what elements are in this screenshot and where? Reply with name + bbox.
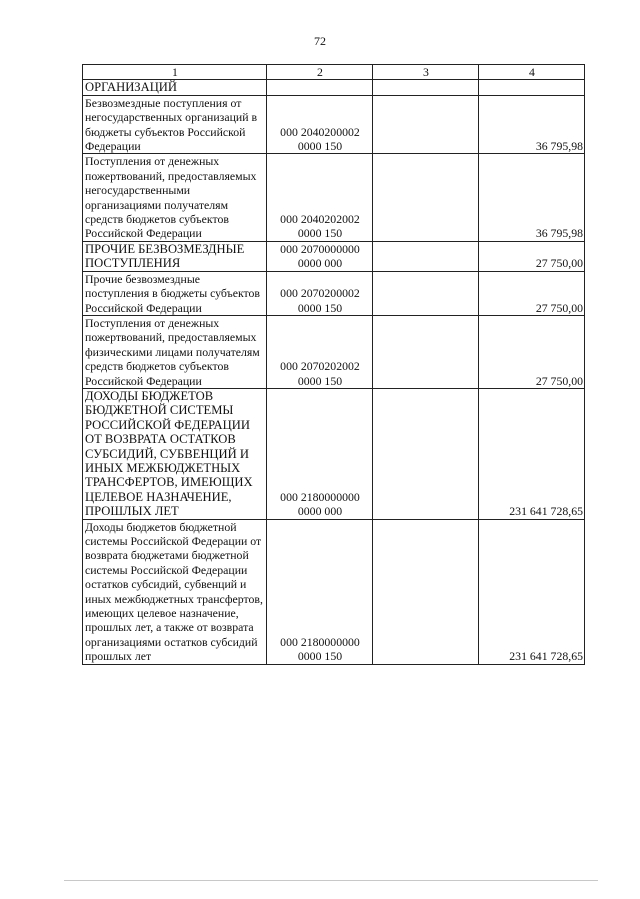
row-code-cell: 000 2070200002 0000 150 <box>267 271 373 315</box>
column-header: 2 <box>267 65 373 80</box>
row-sum-cell: 27 750,00 <box>479 315 585 388</box>
row-code-cell: 000 2040202002 0000 150 <box>267 154 373 241</box>
table-row <box>83 388 585 519</box>
table-row <box>83 95 585 154</box>
row-col3-cell <box>373 95 479 154</box>
row-col3-cell <box>373 519 479 664</box>
column-header: 3 <box>373 65 479 80</box>
row-sum-cell: 27 750,00 <box>479 241 585 271</box>
row-col3-cell <box>373 80 479 95</box>
table-header-row <box>83 65 585 80</box>
table-row <box>83 154 585 241</box>
row-col3-cell <box>373 154 479 241</box>
column-header: 4 <box>479 65 585 80</box>
row-sum-cell: 231 641 728,65 <box>479 388 585 519</box>
revenue-table <box>82 64 585 665</box>
page-bottom-rule <box>64 880 598 881</box>
row-name-cell: ОРГАНИЗАЦИЙ <box>83 80 267 95</box>
table-row <box>83 80 585 95</box>
row-code-cell: 000 2070000000 0000 000 <box>267 241 373 271</box>
row-code-cell: 000 2180000000 0000 150 <box>267 519 373 664</box>
row-name-cell: Прочие безвозмездные поступления в бюджеты субъектов Российской Федерации <box>83 271 267 315</box>
row-col3-cell <box>373 271 479 315</box>
page-number: 72 <box>314 34 326 48</box>
row-sum-cell: 36 795,98 <box>479 154 585 241</box>
column-header: 1 <box>83 65 267 80</box>
row-name-cell: Доходы бюджетов бюджетной системы Российской Федерации от возврата бюджетами бюджетной системы Российской Федерации остатков субсидий, субвенций и иных межбюджетных трансфертов, имеющих целевое назначение, прошлых лет, а также от возврата организациями остатков субсидий прошлых лет <box>83 519 267 664</box>
row-name-cell: Поступления от денежных пожертвований, предоставляемых физическими лицами получателям средств бюджетов субъектов Российской Федерации <box>83 315 267 388</box>
row-code-cell <box>267 80 373 95</box>
row-name-cell: Безвозмездные поступления от негосударственных организаций в бюджеты субъектов Российской Федерации <box>83 95 267 154</box>
row-sum-cell <box>479 80 585 95</box>
row-sum-cell: 231 641 728,65 <box>479 519 585 664</box>
table-row <box>83 241 585 271</box>
row-col3-cell <box>373 315 479 388</box>
row-col3-cell <box>373 241 479 271</box>
row-sum-cell: 36 795,98 <box>479 95 585 154</box>
table-body <box>83 80 585 664</box>
row-code-cell: 000 2040200002 0000 150 <box>267 95 373 154</box>
row-name-cell: Поступления от денежных пожертвований, предоставляемых негосударственными организациями получателям средств бюджетов субъектов Российской Федерации <box>83 154 267 241</box>
row-name-cell: ПРОЧИЕ БЕЗВОЗМЕЗДНЫЕ ПОСТУПЛЕНИЯ <box>83 241 267 271</box>
row-name-cell: ДОХОДЫ БЮДЖЕТОВ БЮДЖЕТНОЙ СИСТЕМЫ РОССИЙСКОЙ ФЕДЕРАЦИИ ОТ ВОЗВРАТА ОСТАТКОВ СУБСИДИЙ, СУБВЕНЦИЙ И ИНЫХ МЕЖБЮДЖЕТНЫХ ТРАНСФЕРТОВ, ИМЕЮЩИХ ЦЕЛЕВОЕ НАЗНАЧЕНИЕ, ПРОШЛЫХ ЛЕТ <box>83 388 267 519</box>
row-code-cell: 000 2180000000 0000 000 <box>267 388 373 519</box>
table-row <box>83 315 585 388</box>
table-row <box>83 271 585 315</box>
row-code-cell: 000 2070202002 0000 150 <box>267 315 373 388</box>
row-col3-cell <box>373 388 479 519</box>
table-row <box>83 519 585 664</box>
row-sum-cell: 27 750,00 <box>479 271 585 315</box>
